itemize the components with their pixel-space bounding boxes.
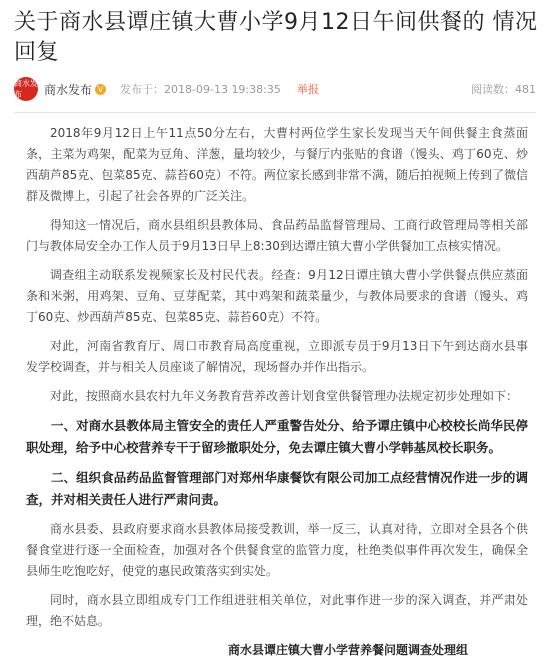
signature: 商水县谭庄镇大曹小学营养餐问题调查处理组 [227, 643, 468, 657]
paragraph: 对此，河南省教育厅、周口市教育局高度重视，立即派专员于9月13日下午到达商水县事发学校调查，并与相关人员座谈了解情况，现场督办并作出指示。 [26, 339, 528, 374]
decision-item-1: 一、对商水县教体局主管安全的责任人严重警告处分、给予谭庄镇中心校校长尚华民停职处理，给予中心校营养专干于留珍撤职处分，免去谭庄镇大曹小学韩基凤校长职务。 [26, 418, 528, 455]
article-body [0, 113, 550, 661]
author-name[interactable]: 商水发布 [44, 82, 93, 97]
article-meta [0, 68, 550, 106]
paragraph: 调查组主动联系发视频家长及村民代表。经查：9月12日谭庄镇大曹小学供餐点供应蒸面条和米粥，用鸡架、豆角、豆芽配菜，其中鸡架和蔬菜量少，与教体局要求的食谱（馒头、鸡丁60克、炒西葫芦85克、包菜85克、蒜苔60克）不符。 [26, 268, 528, 324]
paragraph: 商水县委、县政府要求商水县教体局接受教训，举一反三，认真对待，立即对全县各个供餐食堂进行逐一全面检查，加强对各个供餐食堂的监管力度，杜绝类似事件再次发生，确保全县师生吃饱吃好，使党的惠民政策落实到实处。 [26, 522, 528, 578]
verified-icon: V [95, 84, 106, 95]
report-link[interactable]: 举报 [296, 83, 319, 96]
publish-time: 发布于：2018-09-13 19:38:35 [120, 83, 281, 96]
paragraph: 得知这一情况后，商水县组织县教体局、食品药品监督管理局、工商行政管理局等相关部门与教体局安全办工作人员于9月13日早上8:30到达谭庄镇大曹小学供餐加工点核实情况。 [26, 218, 528, 253]
read-count: 阅读数：481 [471, 83, 536, 96]
paragraph: 同时，商水县立即组成专门工作组进驻相关单位，对此事作进一步的深入调查，并严肃处理，绝不姑息。 [26, 593, 528, 628]
paragraph: 2018年9月12日上午11点50分左右，大曹村两位学生家长发现当天午间供餐主食蒸面条，主菜为鸡架，配菜为豆角、洋葱，量均较少，与餐厅内张贴的食谱（馒头、鸡丁60克、炒西葫芦85克、包菜85克、蒜苔60克）不符。两位家长感到非常不满，随后拍视频上传到了微信群及微博上，引起了社会各界的广泛关注。 [26, 126, 528, 203]
article-title: 关于商水县谭庄镇大曹小学9月12日午间供餐的 情况回复 [14, 10, 538, 65]
paragraph: 对此，按照商水县农村九年义务教育营养改善计划食堂供餐管理办法规定初步处理如下： [50, 389, 519, 403]
avatar[interactable]: 商水发布 [14, 79, 38, 99]
decision-item-2: 二、组织食品药品监督管理部门对郑州华康餐饮有限公司加工点经营情况作进一步的调查，并对相关责任人进行严肃问责。 [26, 470, 528, 507]
